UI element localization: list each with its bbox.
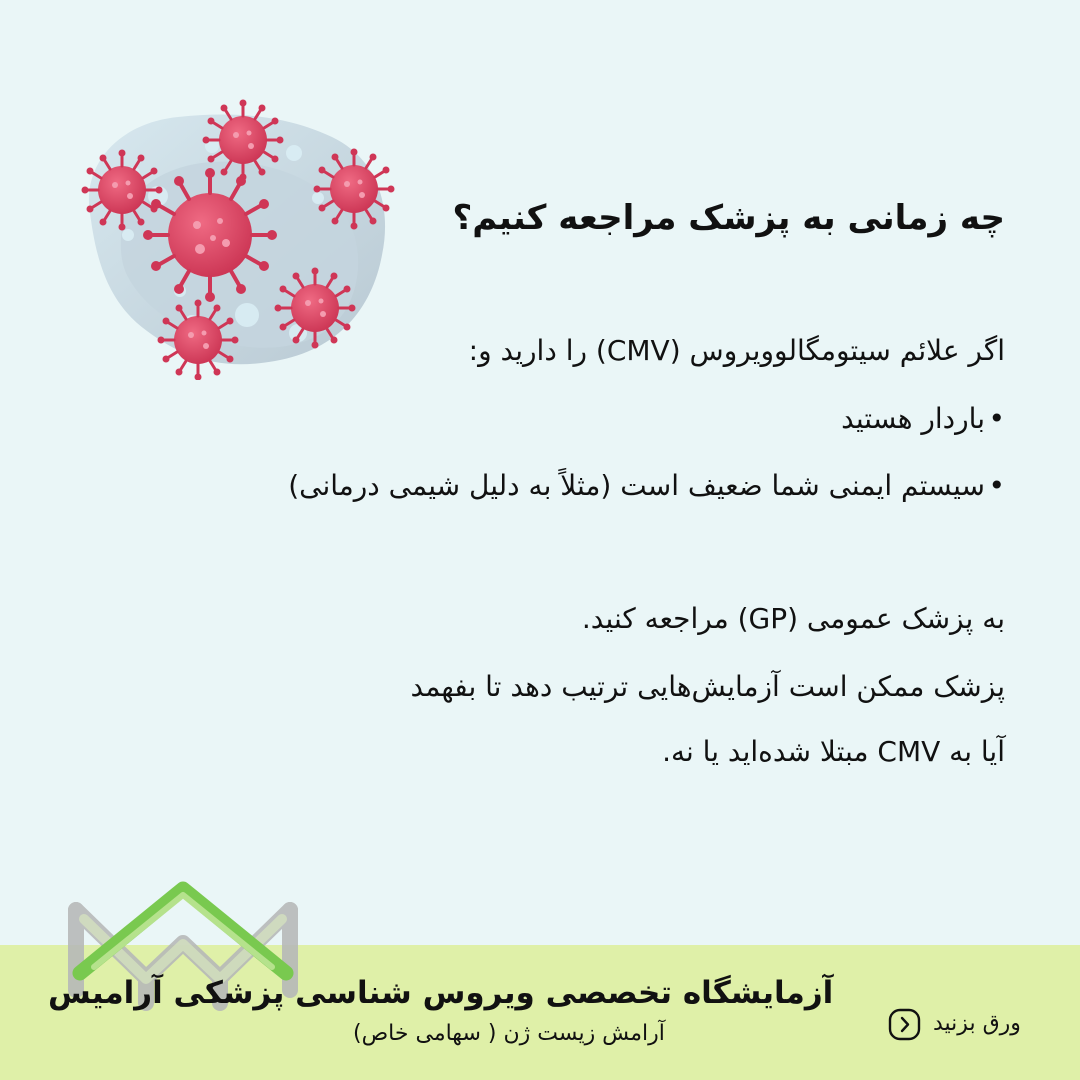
brand-subtitle: آرامش زیست ژن ( سهامی خاص) — [353, 1021, 665, 1046]
body-line: آیا به CMV مبتلا شده‌اید یا نه. — [662, 735, 1005, 768]
list-item: • باردار هستید — [288, 402, 1005, 436]
chevron-right-icon[interactable] — [888, 1008, 921, 1041]
swipe-label: ورق بزنید — [933, 1011, 1021, 1036]
list-item: • سیستم ایمنی شما ضعیف است (مثلاً به دلیل شیمی درمانی) — [288, 469, 1005, 503]
symptom-list — [288, 402, 1005, 535]
virus-cluster-icon — [70, 95, 400, 380]
swipe-hint[interactable] — [888, 1004, 1021, 1044]
page-title: چه زمانی به پزشک مراجعه کنیم؟ — [452, 198, 1005, 238]
body-line: به پزشک عمومی (GP) مراجعه کنید. — [581, 602, 1005, 635]
intro-text: اگر علائم سیتومگالوویروس (CMV) را دارید و: — [468, 334, 1005, 367]
brand-title: آزمایشگاه تخصصی ویروس شناسی پزشکی آرامیس — [48, 975, 834, 1011]
body-line: پزشک ممکن است آزمایش‌هایی ترتیب دهد تا بفهمد — [410, 670, 1005, 703]
